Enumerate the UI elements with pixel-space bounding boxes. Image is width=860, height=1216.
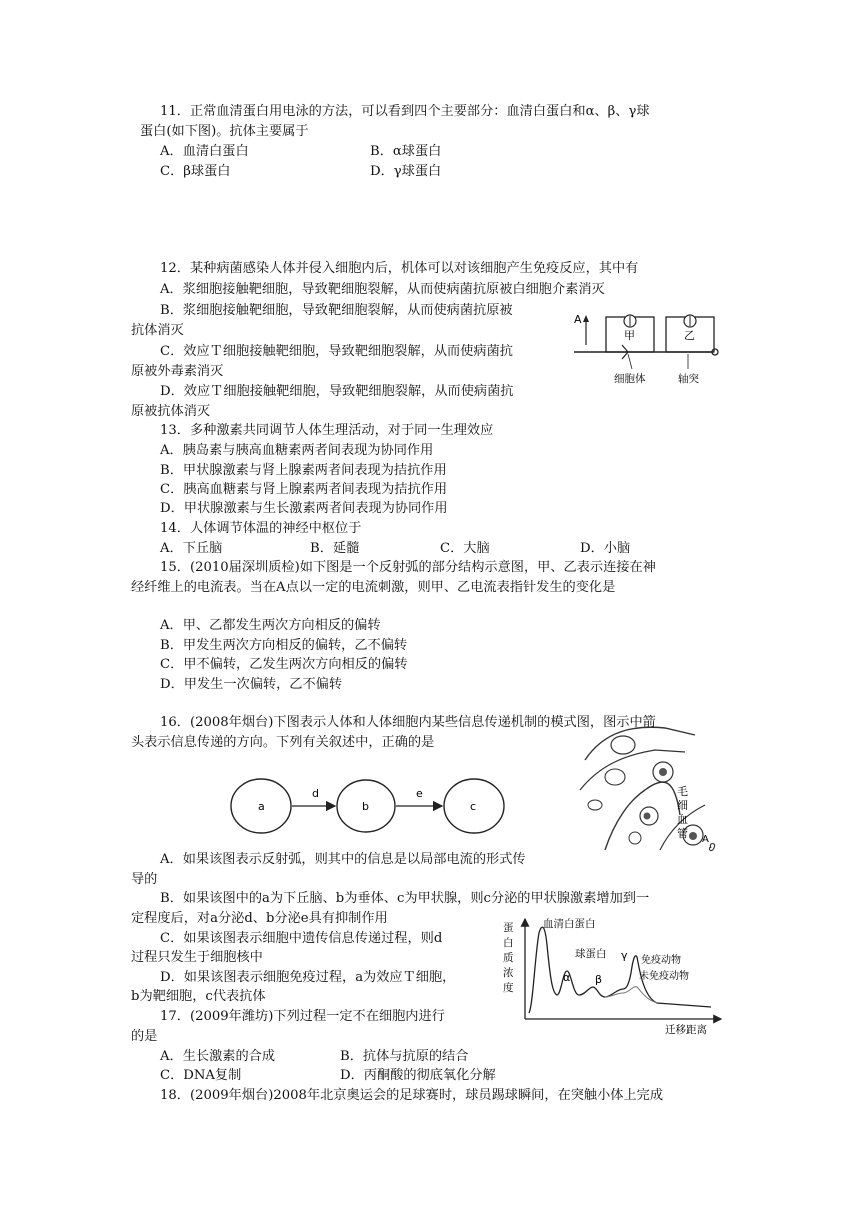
q15-stem-line1: 15．(2010届深圳质检)如下图是一个反射弧的部分结构示意图，甲、乙表示连接在神 [160, 560, 656, 575]
capillary-label-1: 毛 [677, 785, 688, 798]
electro-globulin: 球蛋白 [575, 948, 607, 960]
q11-option-b: B．α球蛋白 [370, 144, 442, 159]
q16-option-c-line1: C．如果该图表示细胞中遗传信息传递过程，则d [160, 931, 443, 946]
q12-option-c-line1: C．效应Ｔ细胞接触靶细胞，导致靶细胞裂解，从而使病菌抗 [160, 344, 513, 359]
q11-option-c: C．β球蛋白 [160, 164, 231, 179]
meter-jia-label: 甲 [624, 329, 635, 342]
edge-e-label: e [416, 787, 423, 800]
q12-stem: 12．某种病菌感染人体并侵入细胞内后，机体可以对该细胞产生免疫反应，其中有 [160, 261, 639, 276]
electro-beta: β [595, 973, 603, 986]
electrophoresis-figure [497, 915, 732, 1035]
q17-option-b: B．抗体与抗原的结合 [340, 1049, 469, 1064]
q12-option-d-line2: 原被抗体消灭 [131, 404, 211, 419]
q14-option-d: D．小脑 [580, 541, 631, 556]
q14-option-c: C．大脑 [440, 541, 490, 556]
q15-stem-line2: 经纤维上的电流表。当在A点以一定的电流刺激，则甲、乙电流表指针发生的变化是 [131, 580, 616, 595]
q17-option-a: A．生长激素的合成 [160, 1049, 276, 1064]
cell-body-label: 细胞体 [614, 373, 646, 385]
meter-yi-label: 乙 [684, 329, 695, 342]
q13-option-c: C．胰高血糖素与肾上腺素两者间表现为拮抗作用 [160, 482, 448, 497]
q13-option-d: D．甲状腺激素与生长激素两者间表现为协同作用 [160, 501, 448, 516]
point-a-label: A [574, 313, 582, 326]
q16-option-d-line2: b为靶细胞，c代表抗体 [131, 989, 266, 1004]
q17-stem-line2: 的是 [131, 1029, 158, 1044]
electro-ylabel-4: 度 [503, 982, 514, 994]
q12-option-b-line1: B．浆细胞接触靶细胞，导致靶细胞裂解，从而使病菌抗原被 [160, 303, 513, 318]
q11-stem-line1: 11．正常血清蛋白用电泳的方法，可以看到四个主要部分：血清白蛋白和α、β、γ球 [160, 104, 650, 119]
q12-option-b-line2: 抗体消灭 [131, 323, 184, 338]
electro-peak-albumin: 血清白蛋白 [543, 918, 596, 930]
capillary-label-2: 细 [677, 799, 688, 812]
edge-d-label: d [312, 787, 319, 800]
electro-legend-immune: 免疫动物 [641, 955, 681, 966]
q16-stem-line1: 16．(2008年烟台)下图表示人体和人体细胞内某些信息传递机制的模式图，图示中箭 [160, 715, 656, 730]
abc-flow-diagram [228, 770, 508, 840]
q17-option-c: C．DNA复制 [160, 1068, 242, 1083]
q17-option-d: D．丙酮酸的彻底氧化分解 [340, 1068, 496, 1083]
reflex-arc-figure [570, 307, 730, 387]
node-a-label: a [258, 800, 265, 813]
q17-stem-line1: 17．(2009年潍坊)下列过程一定不在细胞内进行 [160, 1009, 445, 1024]
q13-option-b: B．甲状腺激素与肾上腺素两者间表现为拮抗作用 [160, 463, 447, 478]
q15-option-d: D．甲发生一次偏转，乙不偏转 [160, 677, 343, 692]
node-c-label: c [470, 800, 477, 813]
electro-alpha: α [563, 971, 571, 984]
q15-option-c: C．甲不偏转，乙发生两次方向相反的偏转 [160, 657, 408, 672]
q16-option-a-line2: 导的 [131, 872, 158, 887]
axon-label: 轴突 [678, 373, 699, 385]
capillary-point-a: A [702, 834, 709, 845]
q12-option-d-line1: D．效应Ｔ细胞接触靶细胞，导致靶细胞裂解，从而使病菌抗 [160, 384, 514, 399]
q16-option-b-line2: 定程度后，对a分泌d、b分泌e具有抑制作用 [131, 911, 388, 926]
q14-option-b: B．延髓 [310, 541, 360, 556]
q11-option-a: A．血清白蛋白 [160, 144, 249, 159]
q16-option-b-line1: B．如果该图中的a为下丘脑、b为垂体、c为甲状腺，则c分泌的甲状腺激素增加到一 [160, 891, 650, 906]
electro-ylabel-3: 浓 [503, 967, 514, 979]
q11-option-d: D．γ球蛋白 [370, 164, 442, 179]
electro-ylabel-0: 蛋 [503, 922, 514, 934]
q16-stem-line2: 头表示信息传递的方向。下列有关叙述中，正确的是 [131, 735, 435, 750]
q15-option-a: A．甲、乙都发生两次方向相反的偏转 [160, 618, 381, 633]
q12-option-a: A．浆细胞接触靶细胞，导致靶细胞裂解，从而使病菌抗原被白细胞介素消灭 [160, 282, 605, 297]
electro-ylabel-1: 白 [503, 937, 514, 949]
q15-option-b: B．甲发生两次方向相反的偏转，乙不偏转 [160, 638, 408, 653]
q12-option-c-line2: 原被外毒素消灭 [131, 364, 224, 379]
q14-stem: 14．人体调节体温的神经中枢位于 [160, 521, 362, 536]
q13-option-a: A．胰岛素与胰高血糖素两者间表现为协同作用 [160, 443, 434, 458]
q16-option-d-line1: D．如果该图表示细胞免疫过程，a为效应Ｔ细胞， [160, 970, 456, 985]
capillary-label-3: 血 [677, 813, 688, 826]
q18-stem-line1: 18．(2009年烟台)2008年北京奥运会的足球赛时，球员踢球瞬间，在突触小体上完成 [160, 1088, 664, 1103]
q16-option-a-line1: A．如果该图表示反射弧，则其中的信息是以局部电流的形式传 [160, 852, 526, 867]
node-b-label: b [362, 800, 369, 813]
capillary-figure [575, 720, 725, 860]
electro-gamma: γ [621, 949, 628, 962]
electro-ylabel-2: 质 [503, 952, 514, 964]
electro-legend-nonimmune: 未免疫动物 [639, 971, 689, 982]
q16-option-c-line2: 过程只发生于细胞核中 [131, 950, 263, 965]
electro-xlabel: 迁移距离 [665, 1024, 707, 1035]
capillary-label-4: 管 [677, 827, 688, 840]
q13-stem: 13．多种激素共同调节人体生理活动，对于同一生理效应 [160, 423, 494, 438]
q11-stem-line2: 蛋白(如下图)。抗体主要属于 [140, 124, 309, 139]
q14-option-a: A．下丘脑 [160, 541, 223, 556]
